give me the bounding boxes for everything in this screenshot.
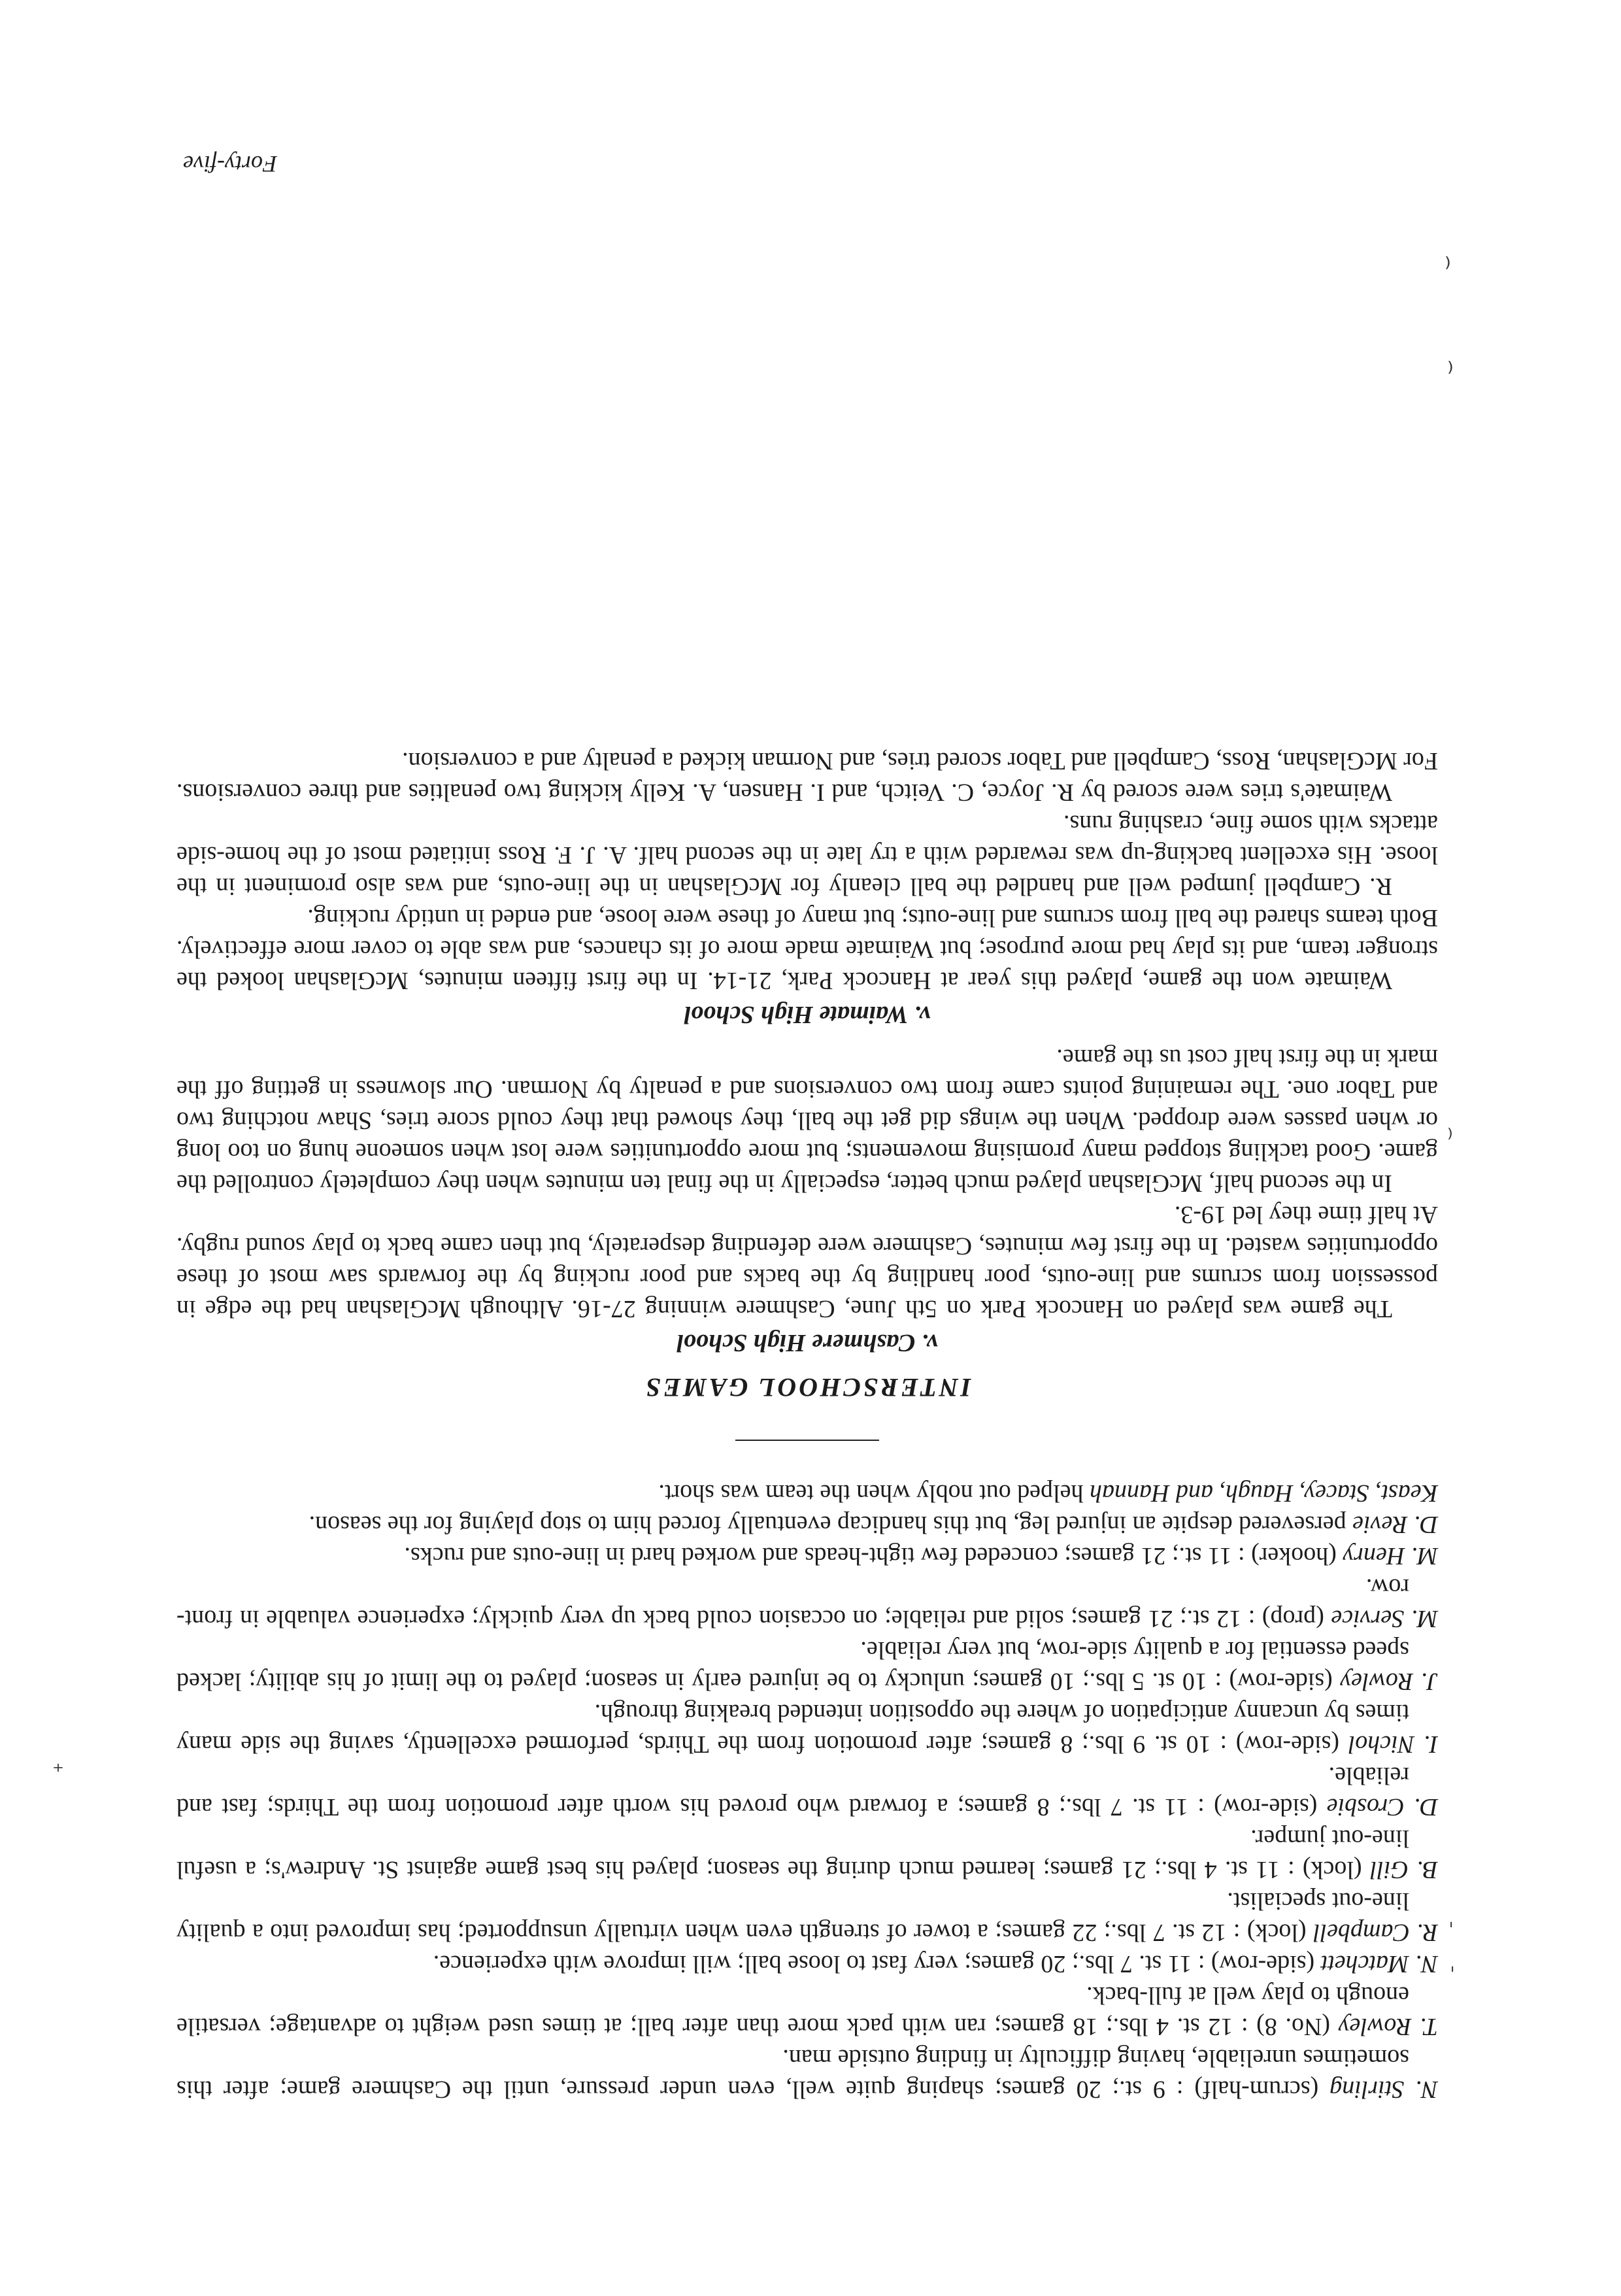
- binding-mark: ⁾: [1447, 357, 1454, 387]
- player-notes: (prop) : 12 st.; 21 games; solid and reliable; on occasion could back up very quickly; experience valuable in front-row.: [176, 1574, 1409, 1632]
- player-notes: (side-row) : 10 st. 9 lbs.; 8 games; after promotion from the Thirds, performed excellently, saving the side many times by uncanny anticipation of where the opposition intended breaking through.: [176, 1699, 1409, 1758]
- game-title: v. Waimate High School: [684, 1001, 931, 1028]
- player-notes: (scrum-half) : 9 st.; 20 games; shaping quite well, even under pressure, until the Cashmere game; after this sometimes unreliable, having difficulty in finding outside man.: [176, 2044, 1409, 2103]
- player-notes: (lock) : 12 st. 7 lbs.; 22 games; a tower of strength even when virtually unsupported; has improved into a quality line-out specialist.: [176, 1887, 1409, 1946]
- player-name: D. Revie: [1352, 1511, 1438, 1538]
- player-entry: [176, 1572, 1438, 1634]
- game-title: v. Cashmere High School: [677, 1329, 938, 1357]
- player-name: M. Henry: [1343, 1542, 1438, 1570]
- speck-mark: ⁺: [52, 1759, 64, 1785]
- player-name: M. Service: [1331, 1605, 1438, 1632]
- player-entry: [176, 1760, 1438, 1823]
- text-column: [176, 745, 1438, 2105]
- player-name: I. Nichol: [1348, 1730, 1438, 1758]
- section-title: INTERSCHOOL GAMES: [643, 1373, 971, 1402]
- binding-mark: ⁾: [1447, 1124, 1453, 1151]
- divider-rule: [735, 1440, 879, 1441]
- binding-mark: ˈ: [1450, 1964, 1456, 1987]
- player-name: B. Gill: [1369, 1856, 1438, 1883]
- reserve-names: Keast, Stacey, Haugh, and Hannah: [1089, 1479, 1438, 1507]
- player-entry: [176, 1823, 1438, 1885]
- player-name: T. Rowley: [1338, 2013, 1438, 2040]
- player-name: N. Stirling: [1329, 2076, 1438, 2103]
- player-notes: (side-row) : 11 st. 7 lbs.; 8 games; a forward who proved his worth after promotion from the Thirds; fast and reliable.: [176, 1762, 1409, 1821]
- binding-mark: ⁾: [1445, 252, 1451, 282]
- player-entry: [176, 1540, 1438, 1572]
- game-report: [176, 745, 1438, 1030]
- player-name: R. Campbell: [1313, 1919, 1438, 1946]
- player-list: [176, 1477, 1438, 2105]
- player-name: D. Crosbie: [1326, 1793, 1438, 1821]
- game-report: [176, 1042, 1438, 1359]
- player-name: N. Matchett: [1320, 1950, 1438, 1978]
- player-notes: persevered despite an injured leg, but this handicap eventually forced him to stop playing for the season.: [309, 1511, 1353, 1538]
- game-paragraph: The game was played on Hancock Park on 5th June, Cashmere winning 27-16. Although McGlashan had the edge in possession from scrums and line-outs, poor handling by the backs and poor rucking by the forwards saw most of these opportunities wasted. In the first few minutes, Cashmere were defending desperately, but then came back to play sound rugby. At half time they led 19-3.: [176, 1201, 1438, 1323]
- player-notes: (hooker) : 11 st.; 21 games; conceded few tight-heads and worked hard in line-outs and rucks.: [404, 1542, 1343, 1570]
- game-paragraph: R. Campbell jumped well and handled the ball cleanly for McGlashan in the line-outs, and was also prominent in the loose. His excellent backing-up was rewarded with a try late in the second half. A. J. F. Ross initiated most of the home-side attacks with some fine, crashing runs.: [176, 810, 1438, 900]
- player-entry: [176, 1509, 1438, 1540]
- player-entry: [176, 1948, 1438, 1980]
- player-entry: [176, 1697, 1438, 1760]
- player-entry: [176, 1634, 1438, 1697]
- binding-mark: ˈ: [1448, 1919, 1454, 1942]
- player-notes: (side-row) : 11 st. 7 lbs.; 20 games; very fast to loose ball; will improve with experience.: [433, 1950, 1321, 1978]
- player-name: J. Rowley: [1340, 1668, 1438, 1695]
- player-notes: (side-row) : 10 st. 5 lbs.; 10 games; unlucky to be injured early in season; played to the limit of his ability; lacked speed essential for a quality side-row, but very reliable.: [176, 1636, 1409, 1695]
- reserve-notes: helped out nobly when the team was short.: [658, 1479, 1090, 1507]
- game-paragraph: Waimate won the game, played this year at Hancock Park, 21-14. In the first fifteen minutes, McGlashan looked the stronger team, and its play had more purpose; but Waimate made more of its chances, and was able to cover more effectively. Both teams shared the ball from scrums and line-outs; but many of these were loose, and ended in untidy rucking.: [176, 904, 1438, 994]
- page-number: Forty-five: [183, 151, 277, 177]
- player-entry: [176, 2042, 1438, 2105]
- game-paragraph: In the second half, McGlashan played much better, especially in the final ten minutes when they completely controlled the game. Good tackling stopped many promising movements; but more opportunities were lost when someone hung on too long or when passes were dropped. When the wings did get the ball, they showed that they could score tries, Shaw notching two and Tabor one. The remaining points came from two conversions and a penalty by Norman. Our slowness in getting off the mark in the first half cost us the game.: [176, 1044, 1438, 1197]
- game-paragraph: Waimate's tries were scored by R. Joyce, C. Veitch, and I. Hansen, A. Kelly kicking two penalties and three conversions. For McGlashan, Ross, Campbell and Tabor scored tries, and Norman kicked a penalty and a conversion.: [176, 747, 1438, 806]
- reserves-entry: [176, 1477, 1438, 1509]
- player-entry: [176, 1980, 1438, 2042]
- player-entry: [176, 1885, 1438, 1948]
- player-notes: (lock) : 11 st. 4 lbs.; 21 games; learned much during the season; played his best game against St. Andrew's; a useful line-out jumper.: [176, 1825, 1409, 1883]
- player-notes: (No. 8) : 12 st. 4 lbs.; 18 games; ran with pack more than after ball; at times used weight to advantage; versatile enough to play well at full-back.: [176, 1982, 1409, 2040]
